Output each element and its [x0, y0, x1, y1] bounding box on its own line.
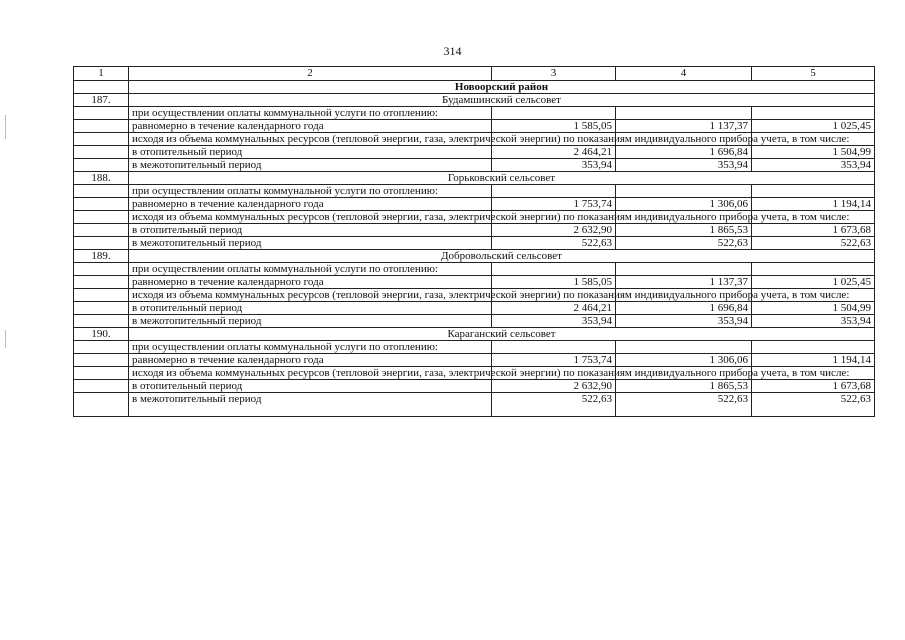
settlement-name: Добровольский сельсовет — [129, 250, 875, 263]
row-number: 190. — [74, 328, 129, 341]
empty-cell — [492, 185, 616, 198]
value-cell: 1 137,37 — [616, 120, 752, 133]
non-heating-period-label: в межотопительный период — [129, 393, 492, 417]
even-payment-label: равномерно в течение календарного года — [129, 354, 492, 367]
heating-period-label: в отопительный период — [129, 380, 492, 393]
even-payment-label: равномерно в течение календарного года — [129, 120, 492, 133]
empty-cell — [74, 107, 129, 120]
value-cell: 353,94 — [492, 315, 616, 328]
value-cell: 353,94 — [616, 315, 752, 328]
even-payment-label: равномерно в течение календарного года — [129, 276, 492, 289]
value-cell: 1 137,37 — [616, 276, 752, 289]
even-payment-row — [74, 198, 875, 211]
empty-cell — [74, 146, 129, 159]
value-cell: 1 865,53 — [616, 380, 752, 393]
empty-cell — [74, 211, 129, 224]
empty-cell — [74, 380, 129, 393]
value-cell: 1 306,06 — [616, 354, 752, 367]
tariff-table — [73, 66, 875, 417]
value-cell: 2 632,90 — [492, 224, 616, 237]
value-cell: 522,63 — [492, 237, 616, 250]
empty-cell — [74, 393, 129, 417]
value-cell: 1 585,05 — [492, 276, 616, 289]
settlement-name: Горьковский сельсовет — [129, 172, 875, 185]
non-heating-period-row — [74, 393, 875, 417]
page-number: 314 — [443, 44, 462, 58]
value-cell: 353,94 — [492, 159, 616, 172]
district-name: Новоорский район — [129, 81, 875, 94]
row-number: 187. — [74, 94, 129, 107]
empty-cell — [74, 341, 129, 354]
heating-period-label: в отопительный период — [129, 224, 492, 237]
value-cell: 353,94 — [752, 315, 875, 328]
empty-cell — [74, 185, 129, 198]
value-cell: 1 673,68 — [752, 224, 875, 237]
value-cell: 1 194,14 — [752, 354, 875, 367]
settlement-row — [74, 250, 875, 263]
column-header: 1 — [74, 67, 129, 81]
heating-period-row — [74, 380, 875, 393]
empty-cell — [616, 341, 752, 354]
empty-cell — [74, 263, 129, 276]
value-cell: 1 504,99 — [752, 146, 875, 159]
meter-label-row — [74, 211, 875, 224]
empty-cell — [74, 133, 129, 146]
value-cell: 2 464,21 — [492, 146, 616, 159]
value-cell: 1 696,84 — [616, 146, 752, 159]
value-cell: 2 632,90 — [492, 380, 616, 393]
scan-margin-mark — [5, 330, 6, 348]
heating-label: при осуществлении оплаты коммунальной услуги по отоплению: — [129, 341, 492, 354]
empty-cell — [616, 263, 752, 276]
value-cell: 1 025,45 — [752, 120, 875, 133]
even-payment-row — [74, 354, 875, 367]
value-cell: 1 696,84 — [616, 302, 752, 315]
meter-label-row — [74, 367, 875, 380]
heating-period-row — [74, 224, 875, 237]
empty-cell — [74, 159, 129, 172]
meter-label: исходя из объема коммунальных ресурсов (тепловой энергии, газа, электрической энергии) по показаниям индивидуального прибора учета, в том числе: — [129, 133, 492, 146]
row-number: 189. — [74, 250, 129, 263]
column-header: 2 — [129, 67, 492, 81]
empty-cell — [74, 198, 129, 211]
heating-label: при осуществлении оплаты коммунальной услуги по отоплению: — [129, 185, 492, 198]
district-row — [74, 81, 875, 94]
empty-cell — [74, 354, 129, 367]
heating-period-row — [74, 146, 875, 159]
value-cell: 1 865,53 — [616, 224, 752, 237]
value-cell: 1 585,05 — [492, 120, 616, 133]
value-cell: 1 306,06 — [616, 198, 752, 211]
non-heating-period-label: в межотопительный период — [129, 315, 492, 328]
meter-label-row — [74, 289, 875, 302]
value-cell: 1 194,14 — [752, 198, 875, 211]
non-heating-period-row — [74, 315, 875, 328]
empty-cell — [74, 302, 129, 315]
even-payment-row — [74, 120, 875, 133]
value-cell: 1 025,45 — [752, 276, 875, 289]
empty-cell — [752, 263, 875, 276]
heating-period-row — [74, 302, 875, 315]
value-cell: 2 464,21 — [492, 302, 616, 315]
heating-label-row — [74, 107, 875, 120]
value-cell: 1 673,68 — [752, 380, 875, 393]
scan-margin-mark — [5, 115, 6, 139]
non-heating-period-label: в межотопительный период — [129, 159, 492, 172]
column-header: 3 — [492, 67, 616, 81]
meter-label: исходя из объема коммунальных ресурсов (тепловой энергии, газа, электрической энергии) по показаниям индивидуального прибора учета, в том числе: — [129, 289, 492, 302]
empty-cell — [492, 107, 616, 120]
non-heating-period-label: в межотопительный период — [129, 237, 492, 250]
value-cell: 1 753,74 — [492, 198, 616, 211]
value-cell: 1 504,99 — [752, 302, 875, 315]
empty-cell — [616, 107, 752, 120]
value-cell: 522,63 — [492, 393, 616, 417]
meter-label-row — [74, 133, 875, 146]
empty-cell — [492, 341, 616, 354]
value-cell: 522,63 — [752, 393, 875, 417]
empty-cell — [74, 315, 129, 328]
empty-cell — [74, 289, 129, 302]
heating-period-label: в отопительный период — [129, 146, 492, 159]
settlement-row — [74, 172, 875, 185]
column-number-row — [74, 67, 875, 81]
non-heating-period-row — [74, 237, 875, 250]
even-payment-row — [74, 276, 875, 289]
district-number-cell — [74, 81, 129, 94]
non-heating-period-row — [74, 159, 875, 172]
settlement-name: Будамшинский сельсовет — [129, 94, 875, 107]
empty-cell — [492, 263, 616, 276]
value-cell: 353,94 — [616, 159, 752, 172]
column-header: 5 — [752, 67, 875, 81]
heating-label: при осуществлении оплаты коммунальной услуги по отоплению: — [129, 107, 492, 120]
empty-cell — [752, 107, 875, 120]
settlement-row — [74, 328, 875, 341]
heating-label-row — [74, 185, 875, 198]
empty-cell — [74, 367, 129, 380]
empty-cell — [752, 341, 875, 354]
empty-cell — [74, 224, 129, 237]
even-payment-label: равномерно в течение календарного года — [129, 198, 492, 211]
empty-cell — [752, 185, 875, 198]
heating-label-row — [74, 341, 875, 354]
column-header: 4 — [616, 67, 752, 81]
empty-cell — [74, 237, 129, 250]
empty-cell — [74, 276, 129, 289]
settlement-name: Караганский сельсовет — [129, 328, 875, 341]
heating-label-row — [74, 263, 875, 276]
row-number: 188. — [74, 172, 129, 185]
settlement-row — [74, 94, 875, 107]
heating-period-label: в отопительный период — [129, 302, 492, 315]
value-cell: 522,63 — [752, 237, 875, 250]
heating-label: при осуществлении оплаты коммунальной услуги по отоплению: — [129, 263, 492, 276]
value-cell: 353,94 — [752, 159, 875, 172]
value-cell: 1 753,74 — [492, 354, 616, 367]
value-cell: 522,63 — [616, 393, 752, 417]
meter-label: исходя из объема коммунальных ресурсов (тепловой энергии, газа, электрической энергии) по показаниям индивидуального прибора учета, в том числе: — [129, 367, 492, 380]
meter-label: исходя из объема коммунальных ресурсов (тепловой энергии, газа, электрической энергии) по показаниям индивидуального прибора учета, в том числе: — [129, 211, 492, 224]
value-cell: 522,63 — [616, 237, 752, 250]
empty-cell — [616, 185, 752, 198]
empty-cell — [74, 120, 129, 133]
